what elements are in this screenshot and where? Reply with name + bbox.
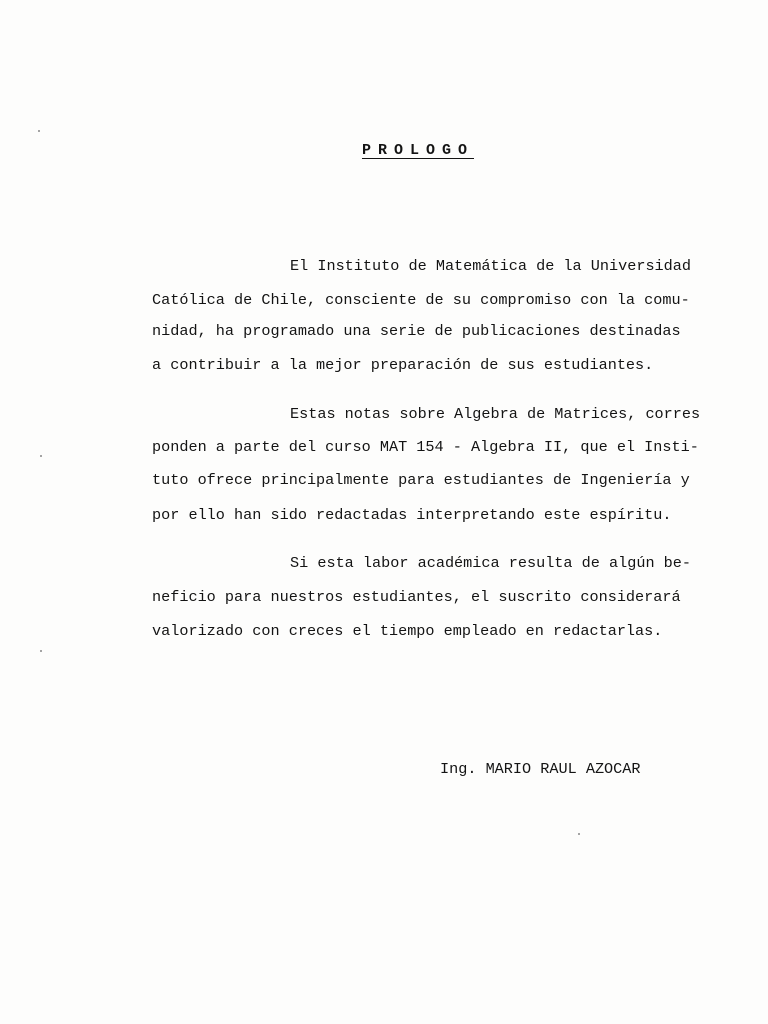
paragraph-2-line-2: ponden a parte del curso MAT 154 - Algebra II, que el Insti- bbox=[152, 438, 699, 456]
scan-speck bbox=[38, 130, 40, 132]
scan-speck bbox=[40, 650, 42, 652]
paragraph-2-line-3: tuto ofrece principalmente para estudiantes de Ingeniería y bbox=[152, 471, 690, 489]
author-signature: Ing. MARIO RAUL AZOCAR bbox=[440, 760, 641, 778]
paragraph-1-line-2: Católica de Chile, consciente de su compromiso con la comu- bbox=[152, 291, 690, 309]
scan-speck bbox=[578, 833, 580, 835]
page-title: PROLOGO bbox=[361, 142, 474, 159]
paragraph-1-line-1: El Instituto de Matemática de la Universidad bbox=[290, 257, 692, 275]
paragraph-2-line-1: Estas notas sobre Algebra de Matrices, corres bbox=[290, 405, 701, 423]
paragraph-3-line-3: valorizado con creces el tiempo empleado en redactarlas. bbox=[152, 622, 663, 640]
paragraph-1-line-4: a contribuir a la mejor preparación de sus estudiantes. bbox=[152, 356, 654, 374]
paragraph-2-line-4: por ello han sido redactadas interpretando este espíritu. bbox=[152, 506, 672, 524]
scan-speck bbox=[40, 455, 42, 457]
paragraph-3-line-2: neficio para nuestros estudiantes, el suscrito considerará bbox=[152, 588, 681, 606]
paragraph-3-line-1: Si esta labor académica resulta de algún be- bbox=[290, 554, 692, 572]
paragraph-1-line-3: nidad, ha programado una serie de publicaciones destinadas bbox=[152, 322, 681, 340]
